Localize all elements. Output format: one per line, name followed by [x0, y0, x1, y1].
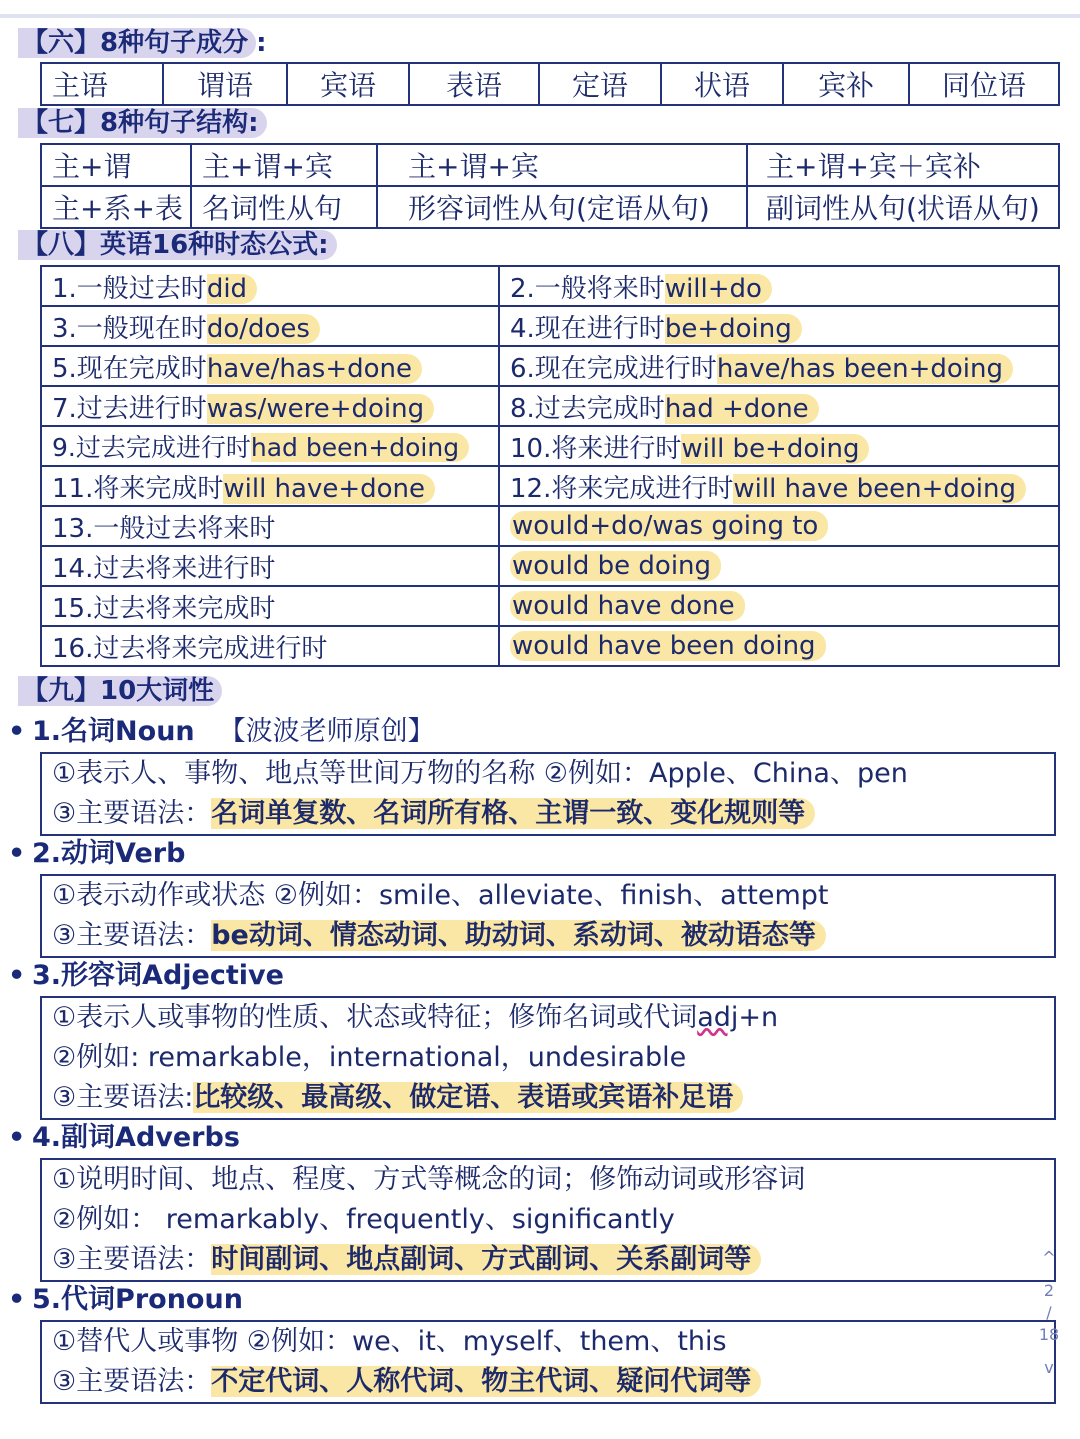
- verb-line-1: ①表示动作或状态 ②例如：smile、alleviate、finish、attempt: [52, 880, 829, 911]
- adjective-heading: • 3.形容词Adjective: [8, 960, 284, 991]
- cell: 宾语: [287, 63, 409, 105]
- tense-cell: 4.现在进行时be+doing: [499, 306, 1059, 346]
- verb-box: [40, 874, 1056, 958]
- chevron-up-icon[interactable]: ^: [1042, 1248, 1056, 1267]
- tense-cell: 2.一般将来时will+do: [499, 266, 1059, 306]
- adjective-line-3: ③主要语法:比较级、最高级、做定语、表语或宾语补足语: [42, 1078, 1054, 1118]
- verb-heading: • 2.动词Verb: [8, 838, 186, 869]
- tense-cell: 8.过去完成时had +done: [499, 386, 1059, 426]
- adjective-line-2: ②例如: remarkable，international，undesirable: [52, 1042, 687, 1073]
- cell: 形容词性从句(定语从句): [377, 186, 747, 228]
- adverb-heading: • 4.副词Adverbs: [8, 1122, 240, 1153]
- tense-cell: 7.过去进行时was/were+doing: [41, 386, 499, 426]
- cell: 主+谓: [41, 144, 191, 186]
- noun-heading: • 1.名词Noun 【波波老师原创】: [8, 716, 435, 747]
- current-page: 2: [1043, 1281, 1055, 1300]
- cell: 宾补: [783, 63, 909, 105]
- cell: 主+谓+宾＋宾补: [747, 144, 1059, 186]
- cell: 名词性从句: [191, 186, 377, 228]
- tense-cell: would+do/was going to: [499, 506, 1059, 546]
- page-separator: /: [1046, 1303, 1052, 1322]
- section7-title: 【七】8种句子结构:: [18, 106, 267, 140]
- tense-cell: would be doing: [499, 546, 1059, 586]
- noun-line-2: ③主要语法：名词单复数、名词所有格、主谓一致、变化规则等: [42, 794, 1054, 834]
- pronoun-heading: • 5.代词Pronoun: [8, 1284, 243, 1315]
- adjective-box: [40, 996, 1056, 1120]
- verb-line-2: ③主要语法：be动词、情态动词、助动词、系动词、被动语态等: [42, 916, 1054, 956]
- tense-cell: 1.一般过去时did: [41, 266, 499, 306]
- tense-cell: 13.一般过去将来时: [41, 506, 499, 546]
- tense-cell: 11.将来完成时will have+done: [41, 466, 499, 506]
- section9-title: 【九】10大词性: [18, 674, 222, 708]
- cell: 主+谓+宾: [191, 144, 377, 186]
- tense-cell: 15.过去将来完成时: [41, 586, 499, 626]
- cell: 同位语: [909, 63, 1059, 105]
- cell: 状语: [661, 63, 783, 105]
- section8-title: 【八】英语16种时态公式:: [18, 228, 337, 262]
- chevron-down-icon[interactable]: v: [1044, 1358, 1054, 1377]
- tense-cell: 5.现在完成时have/has+done: [41, 346, 499, 386]
- cell: 主语: [41, 63, 163, 105]
- cell: 主+谓+宾: [377, 144, 747, 186]
- pronoun-box: [40, 1320, 1056, 1404]
- adverb-line-1: ①说明时间、地点、程度、方式等概念的词；修饰动词或形容词: [52, 1164, 806, 1195]
- pronoun-line-1: ①替代人或事物 ②例如：we、it、myself、them、this: [52, 1326, 727, 1357]
- tense-cell: 12.将来完成进行时will have been+doing: [499, 466, 1059, 506]
- tense-cell: would have done: [499, 586, 1059, 626]
- sentence-elements-table: [40, 62, 1060, 106]
- total-pages: 18: [1038, 1325, 1060, 1344]
- adverb-line-2: ②例如： remarkably、frequently、significantly: [52, 1204, 675, 1235]
- noun-box: [40, 752, 1056, 836]
- tense-cell: 6.现在完成进行时have/has been+doing: [499, 346, 1059, 386]
- cell: 表语: [409, 63, 539, 105]
- tense-cell: 16.过去将来完成进行时: [41, 626, 499, 666]
- page-indicator[interactable]: [1036, 1236, 1062, 1390]
- cell: 副词性从句(状语从句): [747, 186, 1059, 228]
- tense-cell: 10.将来进行时will be+doing: [499, 426, 1059, 466]
- sentence-structure-table: [40, 143, 1060, 229]
- cell: 定语: [539, 63, 661, 105]
- pronoun-line-2: ③主要语法：不定代词、人称代词、物主代词、疑问代词等: [42, 1362, 1054, 1402]
- adverb-line-3: ③主要语法：时间副词、地点副词、方式副词、关系副词等: [42, 1240, 1054, 1280]
- adjective-line-1: ①表示人或事物的性质、状态或特征；修饰名词或代词adj+n: [52, 1002, 779, 1033]
- tense-cell: 3.一般现在时do/does: [41, 306, 499, 346]
- tense-table: [40, 265, 1060, 667]
- cell: 主+系+表: [41, 186, 191, 228]
- tense-cell: 9.过去完成进行时had been+doing: [41, 426, 499, 466]
- tense-cell: would have been doing: [499, 626, 1059, 666]
- noun-line-1: ①表示人、事物、地点等世间万物的名称 ②例如：Apple、China、pen: [52, 758, 908, 789]
- adverb-box: [40, 1158, 1056, 1282]
- section6-title: 【六】8种句子成分 :: [18, 26, 267, 60]
- cell: 谓语: [163, 63, 287, 105]
- top-divider: [0, 14, 1080, 18]
- tense-cell: 14.过去将来进行时: [41, 546, 499, 586]
